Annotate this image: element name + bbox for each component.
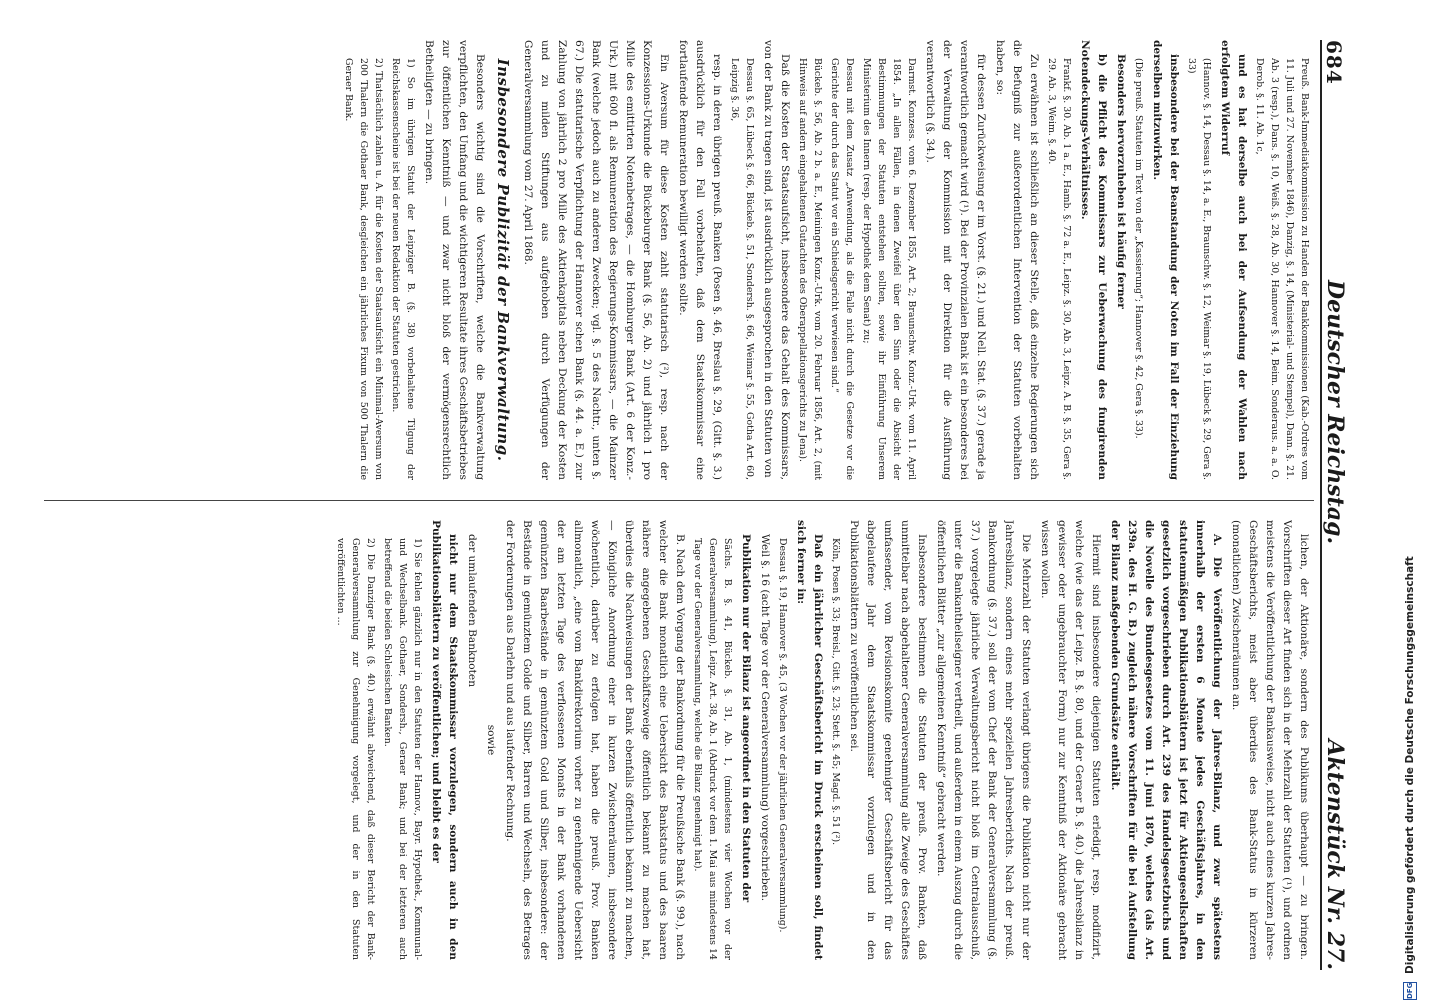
body-paragraph: Die Mehrzahl der Statuten verlangt übrigens die Publikation nicht nur der Jahresbilanz, sondern eines mehr speziellen Jahresberichts. Nach der preuß. Bankordnung (§. 37.) soll der vom Chef der Bank der Generalversammlung (§. 37.) vorgelegte jährliche Verwaltungsbericht nicht bloß im Centralausschuß, unter die Bankantheilseigner vertheilt, und außerdem in einem Auszug durch die öffentlichen Blätter „zur allgemeinen Kenntniß“ gebracht werden. <box>935 520 1032 960</box>
body-paragraph: für dessen Zurückweisung er im Vorst. (§. 21.) und Nell. Stat. (§. 37.) gerade ja verantwortlich gemacht wird (¹). Bei der Provinzialen Bank ist ein besonderes bei der Verwaltung der Kommission mit der Direktion für die Ausführung verantwortlich (§. 34.). <box>924 40 987 480</box>
body-paragraph: A. Die Veröffentlichung der Jahres-Bilanz, und zwar spätestens innerhalb der ersten 6 Monate jedes Geschäftsjahres, in den statutenmäßigen Publikationsblättern ist jetzt für Aktiengesellschaften gesetzlich vorgeschrieben durch Art. 239 des Handelsgesetzbuchs und die Novelle des Bundesgesetzes vom 11. Juni 1870, welches (als Art. 239a. des H. G. B.) zugleich nähere Vorschriften für die bei Aufstellung der Bilanz maßgebenden Grundsätze enthält. <box>1109 520 1223 960</box>
body-paragraph: Ein Aversum für diese Kosten zahlt statutarisch (²), resp. nach der Konzessions-Urkunde die Bückeburger Bank (§. 56, Ab. 2) und jährlich 1 pro Mille des emittirten Notenbetrages, — die Homburger Bank (Art. 6 der Konz.-Urk.) mit 600 fl. als Remuneration des Regierungs-Kommissars, — die Mainzer Bank (welche jedoch auch zu anderen Zwecken; vgl. §. 5 des Nachtr., unten §. 67.) Die statutarische Verpflichtung der Hannover schen Bank (§. 44. a. E.) zur Zahlung von jährlich 2 pro Mille des Aktienkapitals neben Deckung der Kosten und zu milden Stiftungen aus aufgehoben durch Verfügungen der Generalversammlung vom 27. April 1868. <box>522 40 670 480</box>
column-divider <box>44 500 1314 501</box>
citation-paragraph: Bückeb. §. 56, Ab. 2 b. a. E., Meiningen Konz.-Urk. vom 20. Februar 1856, Art. 2, (mit Hinweis auf andern eingehaltenen Gutachten des Oberappellationsgerichts zu Jena). <box>797 58 823 480</box>
body-paragraph: und es hat derselbe auch bei der Aufsendung der Wahlen nach erfolgtem Widerruf <box>1219 40 1248 480</box>
citation-paragraph: Dessau mit dem Zusatz „Anwendung, als die Falle nicht durch die Gesetze vor die Gerichte der durch das Statut vor ein Schiedsgericht verwiesen sind.“ <box>829 58 855 480</box>
citation-paragraph: Dessau §. 65, Lübeck §. 66, Bückeb. §. 51, Sondersh. §. 66, Weimar §. 55, Gotha Art. 60, Leipzig §. 36, <box>729 58 755 480</box>
section-heading: Insbesondere Publizität der Bankverwaltung. <box>494 58 512 462</box>
citation-paragraph: 2) Die Danziger Bank (§. 40.) erwähnt abweichend, daß dieser Bericht der Bank-Generalversammlung zur Genehmigung vorgelegt, und der in den Statuten veröffentlichten ... <box>335 538 376 960</box>
citation-paragraph: Sächs. B. §. 41, Bückeb. §. 31, Ab. 1, (mindestens vier Wochen vor der Generalversammlung), Leipz. Art. 38, Ab. 1 (Abdruck vor dem 1. Mai aus mindestens 14 Tage vor der Generalversammlung, welche die Bilanz genehmigt hat). <box>692 538 733 960</box>
body-paragraph: Daß die Kosten der Staatsaufsicht, insbesondere das Gehalt des Kommissars, von der Bank zu tragen sind, ist ausdrücklich ausgesprochen in den Statuten von <box>762 40 791 480</box>
document-number: Aktenstück Nr. 27. <box>1322 739 1348 970</box>
digitization-credit <box>1392 0 1428 1000</box>
body-paragraph: insbesondere bei der Beanstandung der Noten im Fall der Einziehung derselben mitzuwirken. <box>1151 40 1180 480</box>
body-paragraph: Hiermit sind insbesondere diejenigen Statuten erledigt, resp. modifizirt, welche (wie das der Leipz. B. §. 80, und der Geraer B. §. 40.) die Jahresbilanz in gewisser oder ungebrauchter Form) nur zur Kenntniß der Aktionäre gebracht wissen wollen. <box>1039 520 1102 960</box>
left-column <box>42 40 1312 480</box>
credit-text: Digitalisierung gefördert durch die Deutsche Forschungsgemeinschaft <box>1404 556 1416 974</box>
citation-paragraph: (Hannov. §. 14, Dessau §. 14, a. E., Braunschw. §. 12, Weimar §. 19, Lübeck §. 29, Gera §. 33) <box>1186 58 1212 480</box>
citation-paragraph: Frankf. §. 30. Ab. 1 a. E., Hamb. §. 72 a. E., Leipz. §. 30, Ab. 3, Leipz. A. B. §. 35, Gera §. 29. Ab. 3, Weim. §. 40. <box>1046 58 1072 480</box>
body-paragraph: Zu erwähnen ist schließlich an dieser Stelle, daß einzelne Regierungen sich die Befugniß zur außerordentlichen Intervention der Statuten vorbehalten haben, so: <box>994 40 1040 480</box>
body-paragraph: Daß ein jährlicher Geschäftsbericht im Druck erscheinen soll, findet sich ferner in: <box>795 520 824 960</box>
citation-paragraph: (Die preuß. Statuten im Text von der „Kassierung“; Hannover §. 42, Gera §. 33). <box>1133 58 1144 439</box>
right-column <box>42 520 1312 960</box>
citation-paragraph: 1) So im übrigen Statut der Leipziger B. (§. 38) vorbehaltene Tilgung der Reichskassenscheine ist bei der neuen Redaktion der Statuten gestrichen. <box>390 58 416 480</box>
dfg-logo-icon: DFG <box>1403 982 1417 1000</box>
page-number: 684 <box>1322 40 1346 85</box>
citation-paragraph: Köln, Posen §. 33; Breisl., Gitt. §. 23; Stett. §. 45; Magd. §. 51 (²). <box>830 538 841 846</box>
running-title: Deutscher Reichstag. <box>1322 280 1348 545</box>
body-paragraph: sowie <box>485 724 497 756</box>
citation-paragraph: Darmst. Konzess. vom 6. Dezember 1855, Art. 2; Braunschw. Konz.-Urk. vom 11. April 1854. „In allen Fällen, in denen Zweifel über den Sinn oder die Absicht der Bestimmungen der Statuten entstehen sollten, sowie ihr Einführung Unserem Ministerium des Innern (resp. der Hypothek dem Senat) zu; <box>861 58 917 480</box>
body-paragraph: Insbesondere bestimmen die Statuten der preuß. Prov. Banken, daß unmittelbar nach abgehaltener Generalversammlung alle Zweige des Geschäftes umfassender, vom Revisionskomite genehmigter Geschäftsbericht für das abgelaufene Jahr dem Staatskommissar vorzulegen und in den Publikationsblättern zu veröffentlichen sei. <box>848 520 928 960</box>
body-paragraph: der umlaufenden Banknoten <box>466 534 478 688</box>
body-paragraph: b) die Pflicht des Kommissars zur Ueberwachung des fungirenden Notendeckungs-Verhältnisses. <box>1079 40 1108 480</box>
body-paragraph: resp. in deren übrigen preuß. Banken (Posen §. 46, Breslau §. 29, (Gitt. §. 3.) ausdrücklich für den Fall vorbehalten, daß dem Staatskommissar eine fortlaufende Remuneration bewilligt werden sollte. <box>677 40 723 480</box>
page-header <box>1320 40 1362 970</box>
body-paragraph: Besonders wichtig sind die Vorschriften, welche die Bankverwaltung verpflichten, den Umfang und die wichtigeren Resultate ihres Geschäftsbetriebes zur öffentlichen Kenntniß — und zwar nicht bloß der vermögensrechtlich Betheiligten — zu bringen. <box>423 40 486 480</box>
body-paragraph: B. Nach dem Vorgang der Bankordnung für die Preußische Bank (§. 99.), nach welcher die Bank monatlich eine Uebersicht des Bankstatus und des baaren nähere angegebenen Geschäftszweige öffentlich bekannt zu machen hat, überdies die Nachweisungen der Bank ebenfalls öffentlich bekannt zu machen, — Königliche Anordnung einer in kurzen Zwischenräumen, insbesondere wöchentlich, darüber zu erfolgen hat, haben die preuß. Prov. Banken allmonatlich, „eine vom Bankdirektorium vorher zu genehmigende Uebersicht der am letzten Tage des verflossenen Monats in der Bank vorhandenen gemünzten Baarbestände in gemünztem Gold und Silber, insbesondere: der Bestände in gemünztem Golde und Silber, Barren und Wechseln, des Betrages der Forderungen aus Darlehn und aus laufender Rechnung. <box>504 520 686 960</box>
citation-paragraph: Dessau §. 19, Hannover §. 45, (3 Wochen vor der jährlichen Generalversammlung). <box>777 538 788 933</box>
body-paragraph: Besonders hervorzuheben ist häufig ferner <box>1115 54 1127 309</box>
citation-paragraph: 2) Thatsächlich zahlen u. A. für die Kosten der Staatsaufsicht ein Minimal-Aversum von 200 Thalern die Gothaer Bank, desgleichen ein jährliches Fixum von 500 Thalern die Geraer Bank. <box>343 58 384 480</box>
body-paragraph: Weil §. 16 (acht Tage vor der Generalversammlung) vorgeschrieben. <box>759 534 771 902</box>
citation-paragraph: 1) Sie fehlen gänzlich nur in den Statuten der Hannov., Bayr. Hypothek., Kommunal- und Wechselbank. Gothaer, Sondersh., Geraer Bank; und bei der letzteren auch betreffend die beiden Schlesischen Banken. <box>382 538 423 960</box>
body-paragraph: lichen, der Aktionäre, sondern des Publikums überhaupt — zu bringen. Vorschriften dieser Art finden sich in der Mehrzahl der Statuten (¹), und ordnen meistens die Veröffentlichung der Bankausweise, nicht auch eines kurzen Jahres-Geschäftsberichts, meist aber überdies des Bank-Status in kürzeren (monatlichen) Zwischenräumen an. <box>1230 520 1310 960</box>
citation-paragraph: Preuß. Bank-Immediatkommission zu Handen der Bankkommissionen (Kab.-Ordres vom 11. Juli und 27. November 1846), Danzig, §. 14, (Ministerial- und Stempel), Dann. §. 21. Ab. 3 (resp.), Dans. §. 10, Weiß. §. 28, Ab. 30, Hannover §. 14, Beim. Sonderaus. a. a. O. Derob. §. 11. Ab. 1c, <box>1254 58 1310 480</box>
body-paragraph: nicht nur dem Staatskommissar vorzulegen, sondern auch in den Publikationsblättern zu veröffentlichen; und bleibt es der <box>430 520 459 960</box>
body-paragraph: Publikation nur der Bilanz ist angeordnet in den Statuten der <box>740 534 752 903</box>
